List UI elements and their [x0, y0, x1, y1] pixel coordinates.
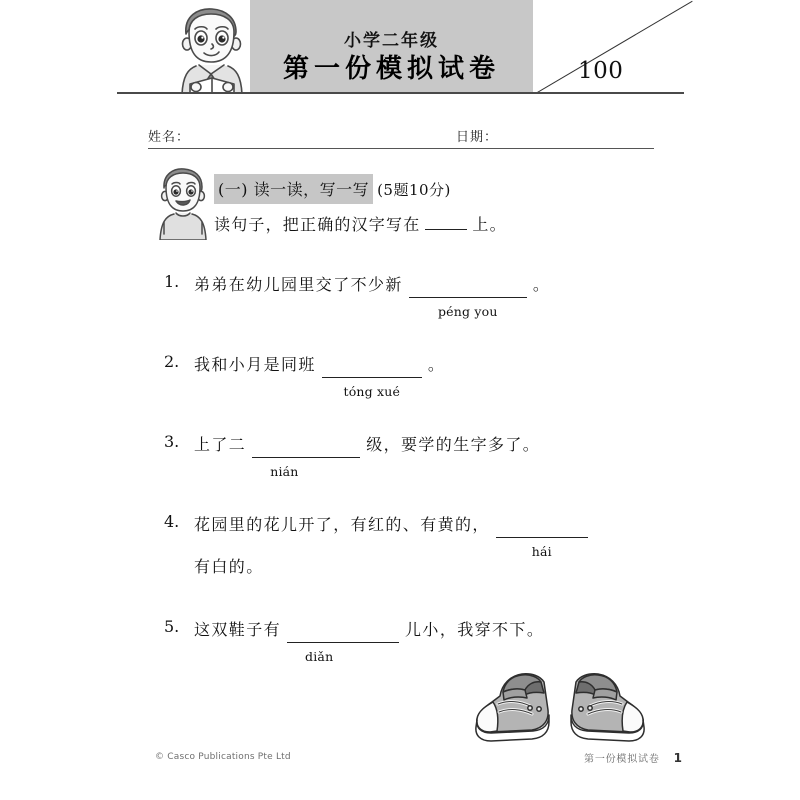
pinyin-hint: diǎn [305, 649, 334, 664]
answer-blank-rule [287, 627, 399, 643]
question-body [194, 512, 684, 580]
question-number: 1. [164, 272, 180, 291]
instruction-text-before: 读句子，把正确的汉字写在 [214, 215, 421, 234]
date-label: 日期： [456, 130, 499, 145]
page-header [0, 0, 800, 100]
instruction-blank [425, 216, 467, 230]
question-line [194, 617, 684, 664]
banner-title: 第一份模拟试卷 [282, 54, 500, 84]
question-text-before: 我和小月是同班 [194, 355, 316, 374]
question-body [194, 617, 684, 664]
answer-blank-rule [252, 442, 360, 458]
question-line [194, 512, 684, 559]
question-number: 4. [164, 512, 180, 531]
footer-chapter-title: 第一份模拟试卷 [584, 754, 660, 765]
question-number: 5. [164, 617, 180, 636]
title-banner [250, 0, 533, 92]
boy-smiling-icon [152, 166, 214, 240]
question-number: 2. [164, 352, 180, 371]
question-text-before: 这双鞋子有 [194, 620, 282, 639]
question-line [194, 272, 684, 319]
name-label: 姓名： [148, 130, 191, 145]
boy-reading-book-icon [166, 4, 258, 94]
question-text-after: 儿小，我穿不下。 [405, 620, 545, 639]
answer-blank[interactable] [409, 282, 527, 319]
question-number: 3. [164, 432, 180, 451]
answer-blank-rule [409, 282, 527, 298]
question-text-before: 花园里的花儿开了，有红的、有黄的， [194, 515, 490, 534]
question-line [194, 554, 684, 580]
question-body [194, 432, 684, 479]
pinyin-hint: tóng xué [343, 384, 401, 399]
question-line [194, 352, 684, 399]
question-text-after: 。 [532, 275, 551, 294]
pinyin-hint: nián [270, 464, 299, 479]
footer-right [584, 750, 682, 765]
pinyin-hint: hái [531, 544, 552, 559]
banner-subtitle: 小学二年级 [344, 31, 439, 51]
pinyin-hint: péng you [437, 304, 498, 319]
copyright-notice: © Casco Publications Pte Ltd [155, 752, 291, 762]
section-heading [214, 176, 451, 202]
question-body [194, 272, 684, 319]
question-body [194, 352, 684, 399]
answer-blank[interactable] [496, 522, 588, 559]
question-text-before: 上了二 [194, 435, 247, 454]
answer-blank-rule [322, 362, 422, 378]
section-title: (一) 读一读，写一写 [214, 174, 373, 204]
answer-blank[interactable] [322, 362, 422, 399]
question-text-after: 。 [427, 355, 446, 374]
question-text-before: 弟弟在幼儿园里交了不少新 [194, 275, 403, 294]
question-line [194, 432, 684, 479]
name-date-line [148, 124, 654, 149]
answer-blank-rule [496, 522, 588, 538]
section-marks: (5题10分) [377, 180, 451, 199]
answer-blank[interactable] [252, 442, 360, 479]
question-text-after: 级，要学的生字多了。 [366, 435, 541, 454]
page-number: 1 [673, 751, 682, 765]
score-value: 100 [578, 58, 624, 84]
section-instruction [214, 212, 507, 235]
instruction-text-after: 上。 [472, 215, 507, 234]
pair-of-sneakers-icon [470, 662, 650, 750]
answer-blank[interactable] [287, 627, 399, 664]
question-text-before: 有白的。 [194, 557, 264, 576]
header-divider [117, 92, 684, 94]
